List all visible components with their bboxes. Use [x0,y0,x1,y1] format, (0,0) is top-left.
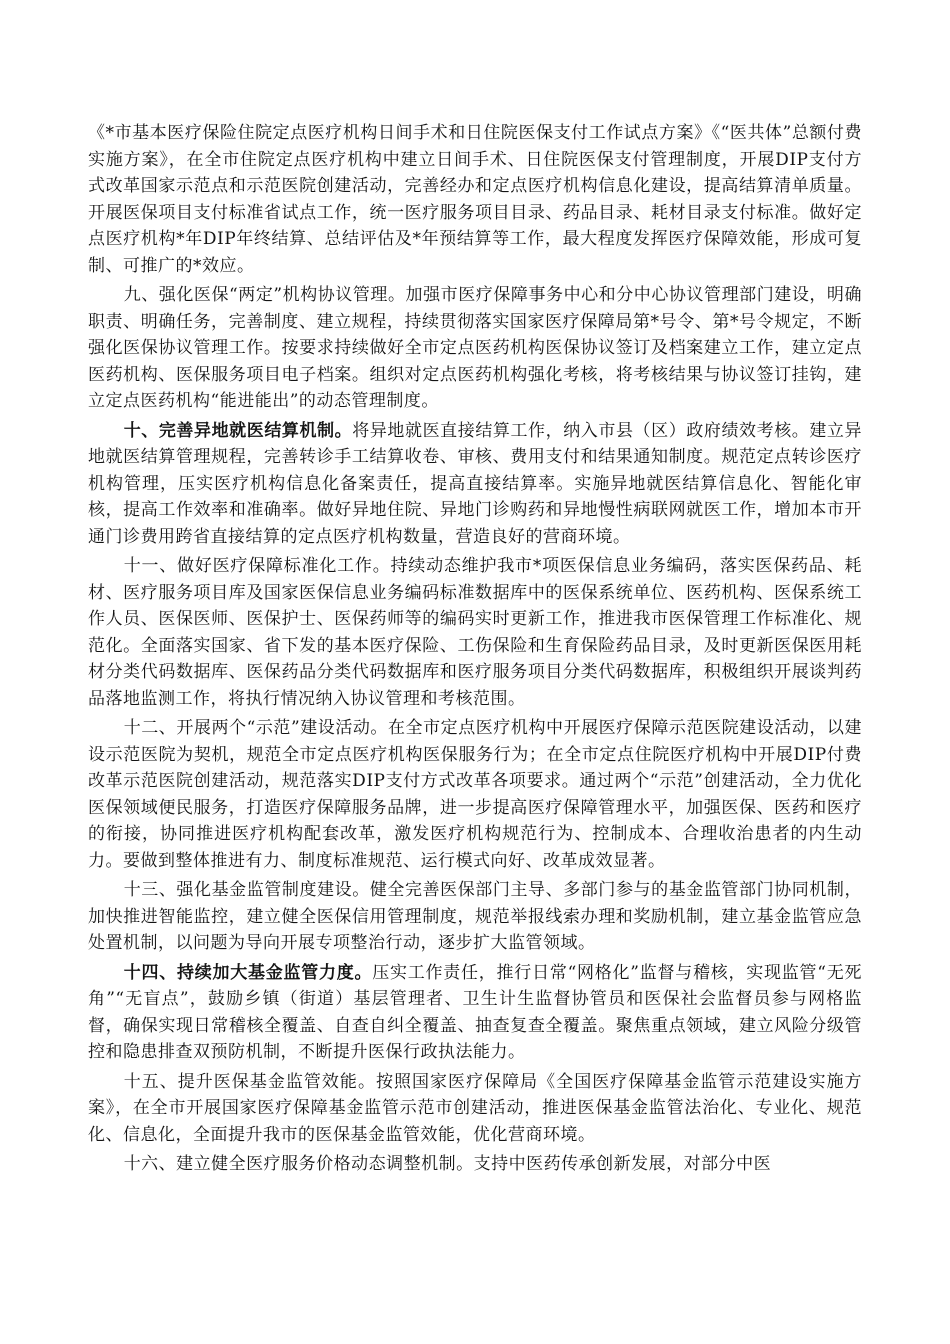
paragraph-9-text: 十六、建立健全医疗服务价格动态调整机制。支持中医药传承创新发展，对部分中医 [123,1154,772,1174]
paragraph-4 [88,553,862,712]
paragraph-2 [88,282,862,415]
paragraph-5 [88,715,862,874]
paragraph-6-text: 十三、强化基金监管制度建设。健全完善医保部门主导、多部门参与的基金监管部门协同机制，加快推进智能监控，建立健全医保信用管理制度，规范举报线索办理和奖励机制，建立基金监管应急处置机制，以问题为导向开展专项整治行动，逐步扩大监管领域。 [88,880,862,953]
paragraph-4-text: 十一、做好医疗保障标准化工作。持续动态维护我市*项医保信息业务编码，落实医保药品、耗材、医疗服务项目库及国家医保信息业务编码标准数据库中的医保系统单位、医药机构、医保系统工作人员、医保医师、医保护士、医保药师等的编码实时更新工作，推进我市医保管理工作标准化、规范化。全面落实国家、省下发的基本医疗保险、工伤保险和生育保险药品目录，及时更新医保医用耗材分类代码数据库、医保药品分类代码数据库和医疗服务项目分类代码数据库，积极组织开展谈判药品落地监测工作，将执行情况纳入协议管理和考核范围。 [88,556,862,709]
paragraph-7-lead: 十四、持续加大基金监管力度。 [123,962,373,983]
paragraph-6 [88,877,862,957]
paragraph-7 [88,960,862,1066]
document-body [88,120,862,1181]
paragraph-3 [88,418,862,551]
paragraph-8-text: 十五、提升医保基金监管效能。按照国家医疗保障局《全国医疗保障基金监管示范建设实施方案》，在全市开展国家医疗保障基金监管示范市创建活动，推进医保基金监管法治化、专业化、规范化、信息化，全面提升我市的医保基金监管效能，优化营商环境。 [88,1071,862,1145]
paragraph-8 [88,1069,862,1149]
paragraph-1-text: 《*市基本医疗保险住院定点医疗机构日间手术和日住院医保支付工作试点方案》《“医共体”总额付费实施方案》，在全市住院定点医疗机构中建立日间手术、日住院医保支付管理制度，开展DIP支付方式改革国家示范点和示范医院创建活动，完善经办和定点医疗机构信息化建设，提高结算清单质量。开展医保项目支付标准省试点工作，统一医疗服务项目目录、药品目录、耗材目录支付标准。做好定点医疗机构*年DIP年终结算、总结评估及*年预结算等工作，最大程度发挥医疗保障效能，形成可复制、可推广的*效应。 [88,123,862,276]
paragraph-3-lead: 十、完善异地就医结算机制。 [123,420,353,441]
paragraph-5-text: 十二、开展两个“示范”建设活动。在全市定点医疗机构中开展医疗保障示范医院建设活动，以建设示范医院为契机，规范全市定点医疗机构医保服务行为；在全市定点住院医疗机构中开展DIP付费改革示范医院创建活动，规范落实DIP支付方式改革各项要求。通过两个“示范”创建活动，全力优化医保领域便民服务，打造医疗保障服务品牌，进一步提高医疗保障管理水平，加强医保、医药和医疗的衔接，协同推进医疗机构配套改革，激发医疗机构规范行为、控制成本、合理收治患者的内生动力。要做到整体推进有力、制度标准规范、运行模式向好、改革成效显著。 [88,718,862,871]
paragraph-9 [88,1151,862,1178]
paragraph-2-text: 九、强化医保“两定”机构协议管理。加强市医疗保障事务中心和分中心协议管理部门建设，明确职责、明确任务，完善制度、建立规程，持续贯彻落实国家医疗保障局第*号令、第*号令规定，不断强化医保协议管理工作。按要求持续做好全市定点医药机构医保协议签订及档案建立工作，建立定点医药机构、医保服务项目电子档案。组织对定点医药机构强化考核，将考核结果与协议签订挂钩，建立定点医药机构“能进能出”的动态管理制度。 [88,285,862,411]
paragraph-3-text: 将异地就医直接结算工作，纳入市县（区）政府绩效考核。建立异地就医结算管理规程，完善转诊手工结算收卷、审核、费用支付和结果通知制度。规范定点转诊医疗机构管理，压实医疗机构信息化备案责任，提高直接结算率。实施异地就医结算信息化、智能化审核，提高工作效率和准确率。做好异地住院、异地门诊购药和异地慢性病联网就医工作，增加本市开通门诊费用跨省直接结算的定点医疗机构数量，营造良好的营商环境。 [88,420,863,547]
paragraph-1 [88,120,862,279]
paragraph-7-text: 压实工作责任，推行日常“网格化”监督与稽核，实现监管“无死角”“无盲点”，鼓励乡镇（街道）基层管理者、卫生计生监督协管员和医保社会监督员参与网格监督，确保实现日常稽核全覆盖、自查自纠全覆盖、抽查复查全覆盖。聚焦重点领域，建立风险分级管控和隐患排查双预防机制，不断提升医保行政执法能力。 [88,962,862,1062]
